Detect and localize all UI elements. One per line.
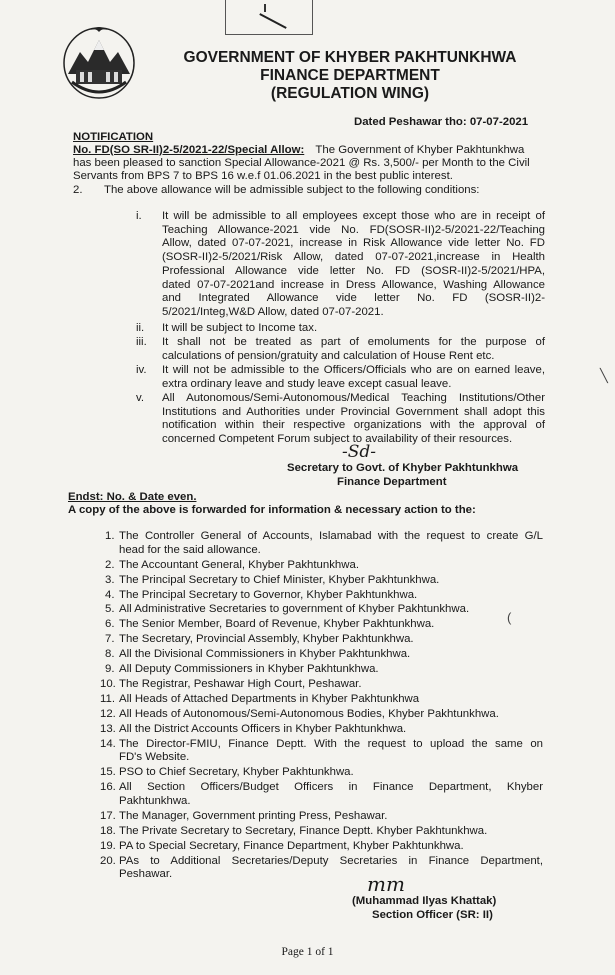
page-number: Page 1 of 1 [281,946,334,958]
distribution-item-number: 13. [100,722,116,735]
distribution-item-line: All Administrative Secretaries to government of Khyber Pakhtunkhwa. [119,603,470,616]
condition-line: Allow, dated 07-07-2021, increase in Risk Allowance vide letter No. FD [162,237,545,250]
condition-number: ii. [136,322,145,334]
distribution-item-number: 19. [100,839,116,852]
distribution-item-number: 15. [100,766,116,779]
distribution-item-number: 12. [100,707,116,720]
distribution-item-line: The Controller General of Accounts, Islamabad with the request to create G/L [119,530,543,542]
notification-reference: No. FD(SO SR-II)2-5/2021-22/Special Allow: [73,144,305,156]
distribution-item-number: 3. [105,573,115,586]
distribution-item-line: Pakhtunkhwa. [119,794,191,807]
condition-line: Teaching Allowance-2021 vide No. FD(SOSR-II)2-5/2021-22/Teaching [162,223,545,236]
condition-line: Professional Allowance vide letter No. FD (SOSR-II)2-5/2021/HPA, [162,264,545,277]
distribution-item-line: Peshawar. [119,868,173,881]
secretary-department: Finance Department [337,476,447,488]
distribution-item-line: PSO to Chief Secretary, Khyber Pakhtunkhwa. [119,766,354,779]
condition-line: and Integrated Allowance vide letter No. FD (SOSR-II)2- [162,292,545,305]
distribution-item-line: All Heads of Autonomous/Semi-Autonomous Bodies, Khyber Pakhtunkhwa. [119,707,499,720]
margin-tick-mark: ( [507,610,512,625]
condition-line: concerned Competent Forum subject to availability of their resources. [162,433,513,446]
condition-line: notification within their respective organizations with the approval of [162,419,545,432]
distribution-item-line: The Senior Member, Board of Revenue, Khyber Pakhtunkhwa. [119,618,435,631]
distribution-item-number: 20. [100,854,116,867]
header-wing: (REGULATION WING) [270,85,430,102]
distribution-item-line: The Private Secretary to Secretary, Finance Deptt. Khyber Pakhtunkhwa. [119,824,488,837]
condition-line: calculations of pension/gratuity and calculation of House Rent etc. [162,349,495,362]
condition-line: It will be admissible to all employees except those who are in receipt of [162,210,545,222]
distribution-item-number: 4. [105,588,115,601]
distribution-item-line: head for the said allowance. [119,543,261,556]
margin-line-mark: ╲ [600,368,608,383]
distribution-item-number: 18. [100,824,116,837]
notification-p1-line3: Servants from BPS 7 to BPS 16 w.e.f 01.06.2021 in the best public interest. [73,170,453,182]
condition-line: It will be subject to Income tax. [162,322,318,334]
distribution-item-number: 1. [105,530,115,542]
distribution-item-line: All Section Officers/Budget Officers in Finance Department, Khyber [119,781,543,794]
notification-title: NOTIFICATION [73,131,154,143]
signatory-title: Section Officer (SR: II) [372,909,493,921]
top-stamp-mark [225,0,313,35]
condition-number: iii. [136,336,147,348]
distribution-item-line: The Director-FMIU, Finance Deptt. With the request to upload the same on [119,737,543,750]
condition-number: v. [136,392,145,404]
distribution-item-number: 10. [100,677,116,690]
notification-p1-line2: has been pleased to sanction Special Allowance-2021 @ Rs. 3,500/- per Month to the Civil [73,157,530,169]
distribution-item-line: PAs to Additional Secretaries/Deputy Secretaries in Finance Department, [119,854,543,867]
distribution-item-line: All Heads of Attached Departments in Khyber Pakhtunkhwa [119,692,420,705]
distribution-item-line: The Accountant General, Khyber Pakhtunkhwa. [119,558,359,571]
paragraph-2-text: The above allowance will be admissible subject to the following conditions: [104,184,480,196]
notification-p1-text: The Government of Khyber Pakhtunkhwa [315,144,525,156]
condition-line: It shall not be treated as part of emoluments for the purpose of [162,336,545,348]
condition-line: extra ordinary leave and study leave except casual leave. [162,377,452,390]
signature-mark: mm [367,872,405,896]
distribution-item-line: All the District Accounts Officers in Khyber Pakhtunkhwa. [119,722,407,735]
endorsement-intro: A copy of the above is forwarded for information & necessary action to the: [68,504,476,516]
distribution-item-line: The Registrar, Peshawar High Court, Peshawar. [119,677,362,690]
condition-line: (SOSR-II)2-5/2021/Risk Allow, dated 07-07-2021,increase in Health [162,251,545,264]
signatory-name: (Muhammad Ilyas Khattak) [352,895,497,907]
distribution-item-number: 16. [100,781,116,794]
distribution-item-line: The Manager, Government printing Press, Peshawar. [119,809,388,822]
distribution-item-number: 5. [105,603,115,616]
distribution-item-line: The Principal Secretary to Chief Minister, Khyber Pakhtunkhwa. [119,573,440,586]
distribution-item-number: 2. [105,558,115,571]
distribution-item-line: The Secretary, Provincial Assembly, Khyber Pakhtunkhwa. [119,633,414,646]
distribution-item-line: The Principal Secretary to Governor, Khyber Pakhtunkhwa. [119,588,418,601]
secretary-title: Secretary to Govt. of Khyber Pakhtunkhwa [287,462,519,474]
government-emblem-icon [58,22,140,104]
distribution-item-number: 8. [105,648,115,661]
condition-line: All Autonomous/Semi-Autonomous/Medical Teaching Institutions/Other [162,392,545,404]
endorsement-title: Endst: No. & Date even. [68,491,197,503]
distribution-item-number: 9. [105,663,115,675]
condition-line: dated 07-07-2021and increase in Dress Allowance, Washing Allowance [162,278,545,291]
distribution-item-number: 11. [100,692,115,705]
distribution-item-line: All Deputy Commissioners in Khyber Pakhtunkhwa. [119,663,379,675]
dated-line: Dated Peshawar tho: 07-07-2021 [354,116,529,128]
notification-paragraph-1 [73,144,561,157]
distribution-item-line: FD's Website. [119,751,190,764]
distribution-item-number: 17. [100,809,116,822]
header-department: FINANCE DEPARTMENT [260,67,440,84]
condition-number: i. [136,210,142,222]
distribution-item-number: 7. [105,633,115,646]
distribution-item-number: 6. [105,618,115,631]
condition-line: It will not be admissible to the Officers/Officials who are on earned leave, [162,364,545,376]
distribution-item-number: 14. [100,737,116,750]
distribution-item-line: PA to Special Secretary, Finance Department, Khyber Pakhtunkhwa. [119,839,464,852]
header-government: GOVERNMENT OF KHYBER PAKHTUNKHWA [183,49,517,66]
distribution-item-line: All the Divisional Commissioners in Khyber Pakhtunkhwa. [119,648,411,661]
condition-line: 5/2021/Integ,W&D Allow, dated 07-07-2021. [162,305,384,318]
condition-line: Institutions and Authorities under Provincial Government shall adopt this [162,405,545,418]
condition-number: iv. [136,364,147,376]
sd-mark: -Sd- [342,442,377,462]
paragraph-2-number: 2. [73,184,83,196]
